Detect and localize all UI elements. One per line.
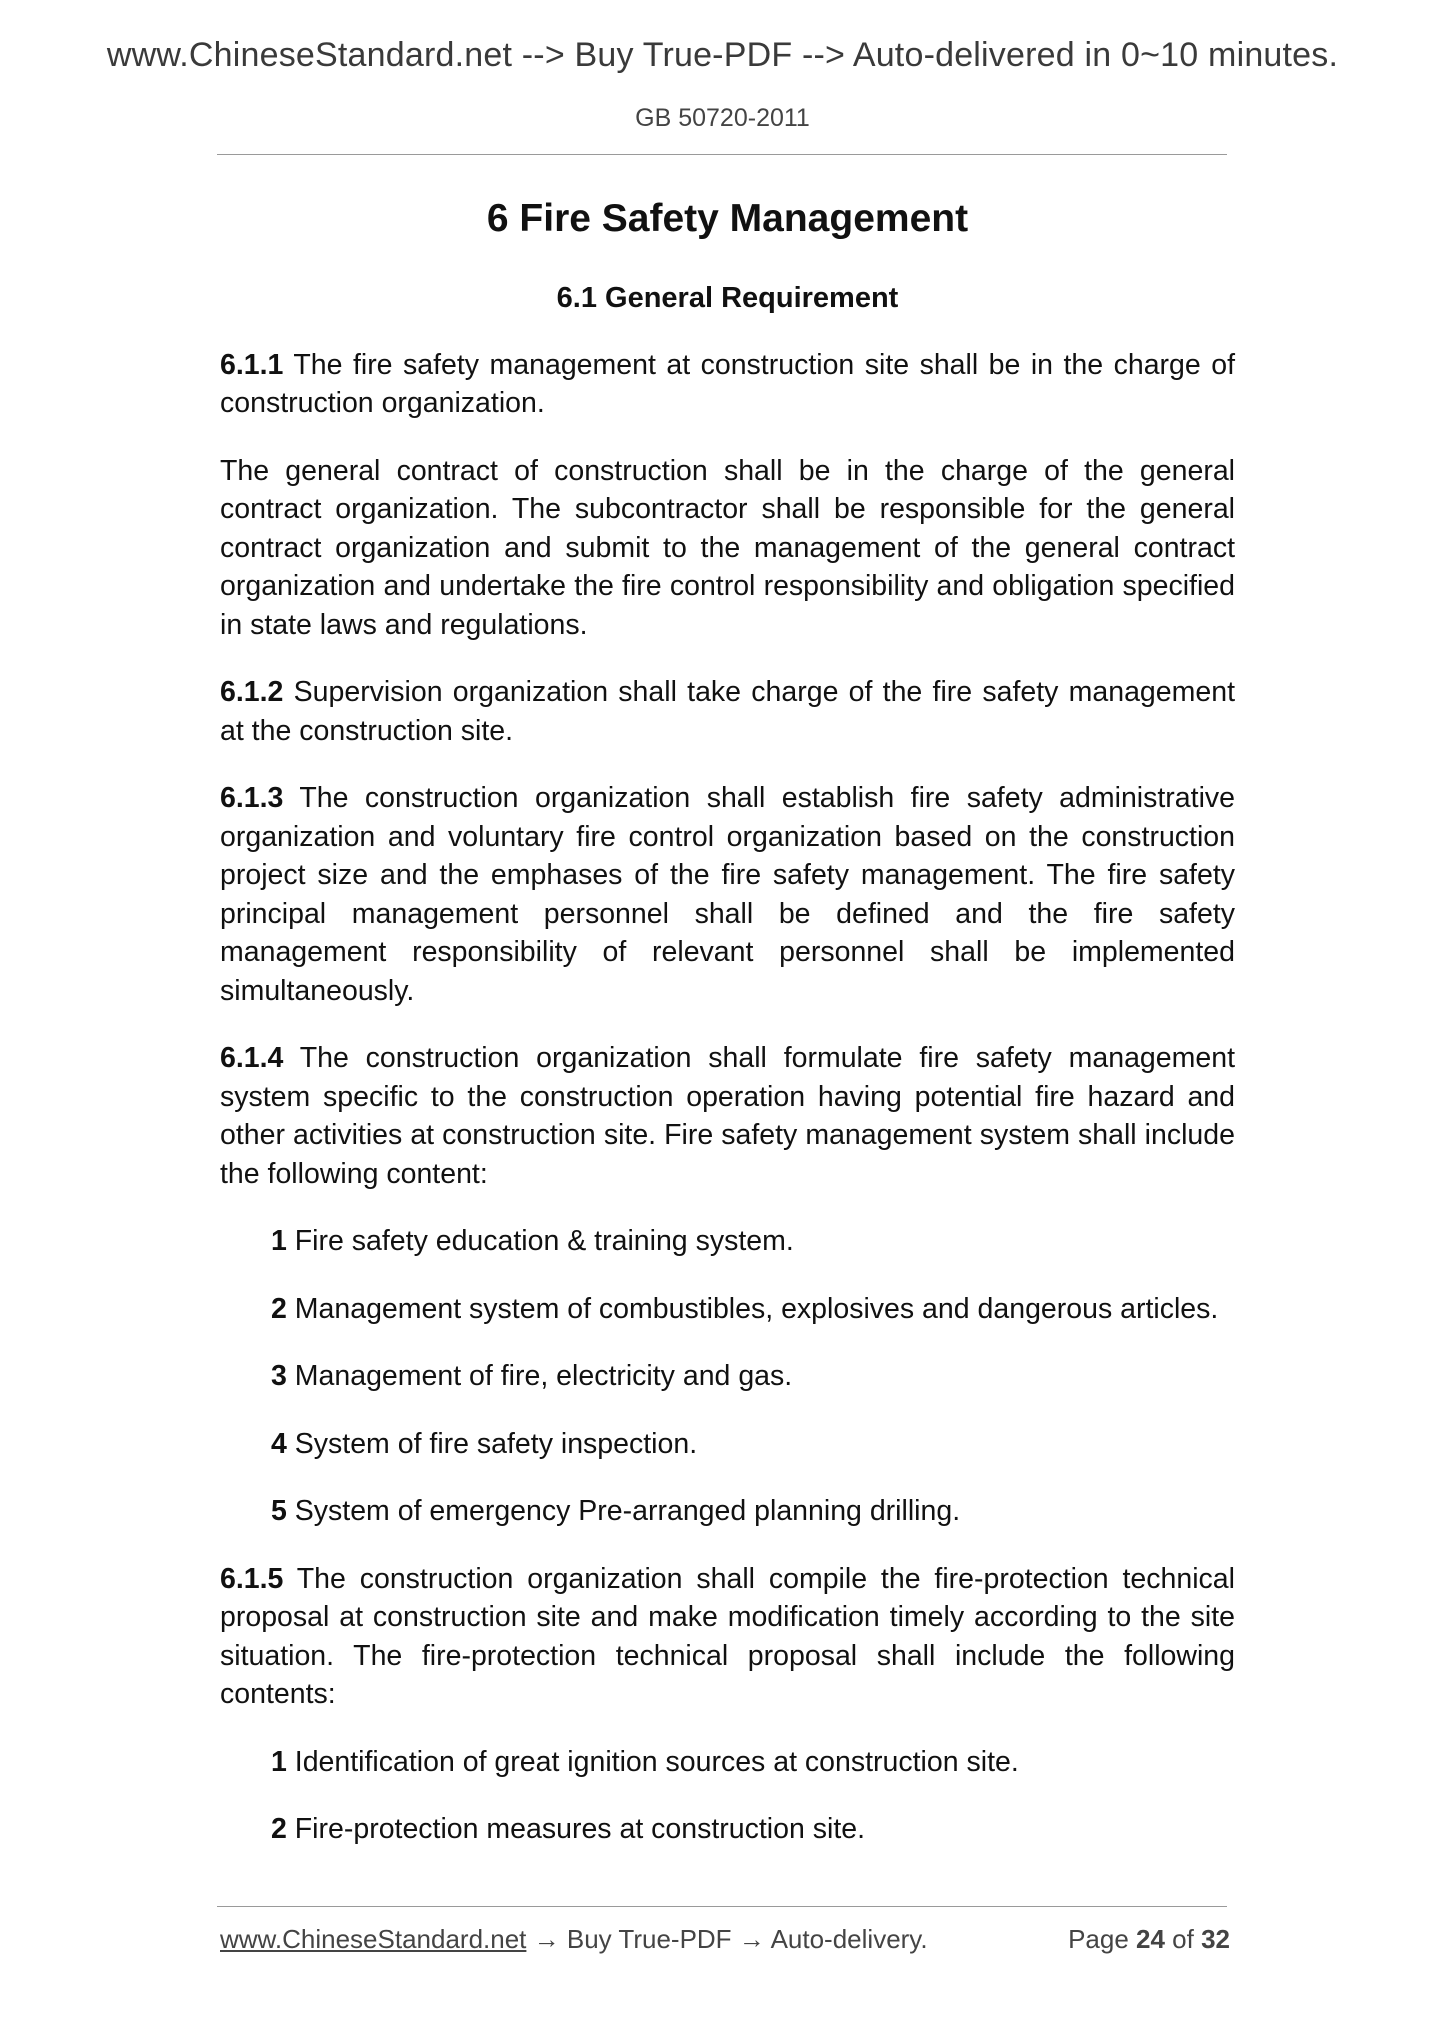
list-item <box>271 1810 1235 1849</box>
item-text: Management of fire, electricity and gas. <box>286 1360 793 1393</box>
clause-number: 6.1.2 <box>220 676 284 709</box>
clause-6-1-5 <box>220 1560 1235 1714</box>
total-page-number: 32 <box>1201 1924 1230 1954</box>
item-number: 3 <box>271 1360 287 1393</box>
clause-text: The fire safety management at construction site shall be in the charge of construction organization. <box>220 348 1235 420</box>
item-text: Management system of combustibles, explosives and dangerous articles. <box>286 1292 1219 1325</box>
item-number: 1 <box>271 1745 287 1778</box>
clause-text: Supervision organization shall take charge of the fire safety management at the construction site. <box>220 676 1235 747</box>
page-indicator <box>1068 1924 1230 1955</box>
chapter-title: 6 Fire Safety Management <box>486 197 969 240</box>
document-code: GB 50720-2011 <box>635 104 810 132</box>
item-text: Fire-protection measures at construction site. <box>286 1813 866 1846</box>
item-text: System of emergency Pre-arranged planning drilling. <box>286 1495 961 1528</box>
top-banner: www.ChineseStandard.net --> Buy True-PDF --> Auto-delivered in 0~10 minutes. <box>106 36 1339 74</box>
current-page-number: 24 <box>1136 1924 1165 1954</box>
clause-number: 6.1.1 <box>220 348 284 381</box>
clause-text: The construction organization shall establish fire safety administrative organization and voluntary fire control organization based on the construction project size and the emphases of the fire safety management. The fire safety principal management personnel shall be defined and the fire safety management responsibility of relevant personnel shall be implemented simultaneously. <box>220 782 1235 1007</box>
item-number: 1 <box>271 1225 287 1258</box>
clause-6-1-3 <box>220 779 1235 1010</box>
item-number: 4 <box>271 1427 287 1460</box>
clause-6-1-4 <box>220 1039 1235 1193</box>
page-label: Page <box>1068 1924 1137 1954</box>
list-item <box>271 1290 1235 1329</box>
clause-number: 6.1.5 <box>220 1562 284 1595</box>
item-text: System of fire safety inspection. <box>286 1427 698 1460</box>
list-item <box>271 1425 1235 1464</box>
header-divider <box>217 154 1227 155</box>
clause-text: The construction organization shall formulate fire safety management system specific to the construction operation having potential fire hazard and other activities at construction site. Fire safety management system shall include the following content: <box>220 1042 1235 1190</box>
clause-text: The construction organization shall compile the fire-protection technical proposal at construction site and make modification timely according to the site situation. The fire-protection technical proposal shall include the following contents: <box>220 1562 1235 1711</box>
site-link[interactable]: www.ChineseStandard.net <box>220 1924 527 1954</box>
footer-divider <box>217 1906 1227 1907</box>
list-item <box>271 1743 1235 1782</box>
section-title: 6.1 General Requirement <box>556 281 899 314</box>
item-number: 2 <box>271 1813 287 1846</box>
item-text: Identification of great ignition sources at construction site. <box>286 1745 1019 1778</box>
clause-number: 6.1.4 <box>220 1042 284 1075</box>
clause-6-1-2 <box>220 673 1235 750</box>
clause-6-1-1-paragraph-2 <box>220 452 1235 645</box>
clause-text: The general contract of construction shall be in the charge of the general contract organization. The subcontractor shall be responsible for the general contract organization and submit to the management of the general contract organization and undertake the fire control responsibility and obligation specified in state laws and regulations. <box>220 454 1235 641</box>
item-number: 5 <box>271 1495 287 1528</box>
list-item <box>271 1222 1235 1261</box>
page-content <box>220 196 1235 1878</box>
list-item <box>271 1357 1235 1396</box>
clause-number: 6.1.3 <box>220 782 284 815</box>
list-item <box>271 1492 1235 1531</box>
item-number: 2 <box>271 1292 287 1325</box>
item-text: Fire safety education & training system. <box>286 1225 794 1258</box>
clause-6-1-1 <box>220 346 1235 423</box>
footer-promo-text: → Buy True-PDF → Auto-delivery. <box>526 1924 928 1954</box>
footer-promo <box>220 1924 928 1955</box>
of-label: of <box>1164 1924 1202 1954</box>
